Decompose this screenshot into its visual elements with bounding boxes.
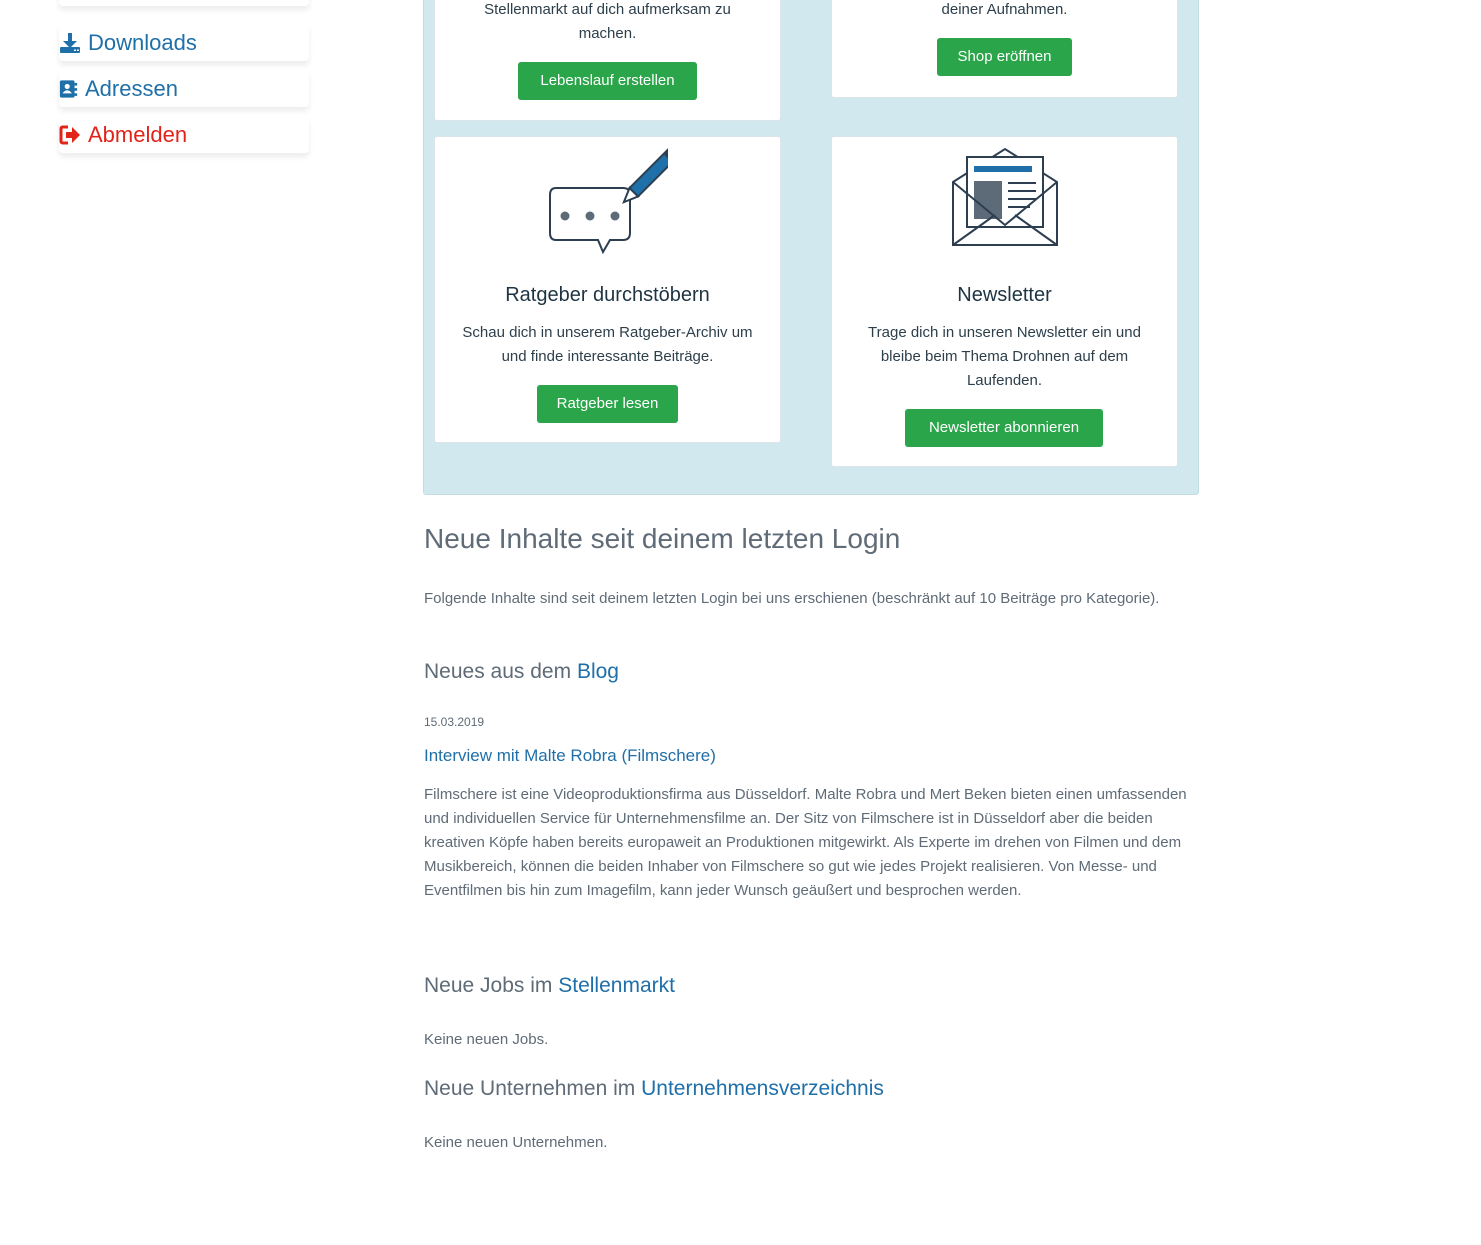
card-shop: [831, 0, 1178, 98]
job-market-link[interactable]: Stellenmarkt: [558, 974, 675, 997]
sidebar-item-addresses[interactable]: [59, 71, 309, 107]
sidebar-item-label: Adressen: [85, 76, 178, 101]
card-guide: [434, 136, 781, 443]
intro-text: Folgende Inhalte sind seit deinem letzten Login bei uns erschienen (beschränkt auf 10 Beiträge pro Kategorie).: [424, 590, 1160, 607]
chat-pencil-icon: [548, 148, 668, 254]
newsletter-envelope-icon: [950, 147, 1060, 253]
blog-section-heading: [424, 660, 1204, 684]
post-date: 15.03.2019: [424, 715, 485, 729]
post-title-link[interactable]: Interview mit Malte Robra (Filmschere): [424, 746, 716, 765]
download-icon: [59, 32, 81, 54]
company-directory-link[interactable]: Unternehmensverzeichnis: [641, 1077, 884, 1100]
card-text: Stellenmarkt auf dich aufmerksam zu machen.: [484, 1, 731, 42]
jobs-section-heading: [424, 974, 1204, 998]
page-heading: Neue Inhalte seit deinem letzten Login: [424, 523, 901, 554]
address-book-icon: [59, 78, 78, 100]
companies-section-heading: [424, 1077, 1204, 1101]
card-text: Trage dich in unseren Newsletter ein und bleibe beim Thema Drohnen auf dem Laufenden.: [868, 324, 1141, 389]
quick-actions-panel: [423, 0, 1199, 495]
sidebar-item-downloads[interactable]: [59, 25, 309, 61]
companies-empty-text: Keine neuen Unternehmen.: [424, 1134, 608, 1151]
heading-prefix: Neue Unternehmen im: [424, 1077, 636, 1100]
sign-out-icon: [59, 124, 81, 146]
sidebar-item-label: Abmelden: [88, 122, 188, 147]
card-title: Ratgeber durchstöbern: [505, 284, 710, 306]
create-resume-button[interactable]: Lebenslauf erstellen: [518, 62, 697, 100]
sidebar-item-label: Downloads: [88, 30, 197, 55]
card-text: Schau dich in unserem Ratgeber-Archiv um und finde interessante Beiträge.: [462, 324, 753, 365]
blog-link[interactable]: Blog: [576, 660, 619, 683]
card-resume: [434, 0, 781, 121]
open-shop-button[interactable]: Shop eröffnen: [937, 38, 1072, 76]
card-text: deiner Aufnahmen.: [941, 1, 1068, 18]
heading-prefix: Neue Jobs im: [424, 974, 553, 997]
jobs-empty-text: Keine neuen Jobs.: [424, 1031, 549, 1048]
heading-prefix: Neues aus dem: [424, 660, 572, 683]
subscribe-newsletter-button[interactable]: Newsletter abonnieren: [905, 409, 1103, 447]
sidebar-item-label: [88, 0, 215, 1]
post-excerpt: Filmschere ist eine Videoproduktionsfirma aus Düsseldorf. Malte Robra und Mert Beken bieten einen umfassenden und individuellen Service für Unternehmensfilme an. Der Sitz von Filmschere ist in Düsseldorf aber die beiden kreativen Köpfe haben bereits europaweit an Produktionen mitgewirkt. Als Experte im drehen von Filmen und dem Musikbereich, können die beiden Inhaber von Filmschere so gut wie jedes Projekt realisieren. Von Messe- und Eventfilmen bis hin zum Imagefilm, kann jeder Wunsch geäußert und besprochen werden.: [424, 786, 1187, 899]
card-newsletter: [831, 136, 1178, 467]
sidebar-item-orders[interactable]: [59, 0, 309, 6]
card-title: Newsletter: [957, 284, 1052, 306]
read-guide-button[interactable]: Ratgeber lesen: [537, 385, 678, 423]
sidebar-item-logout[interactable]: [59, 117, 309, 153]
